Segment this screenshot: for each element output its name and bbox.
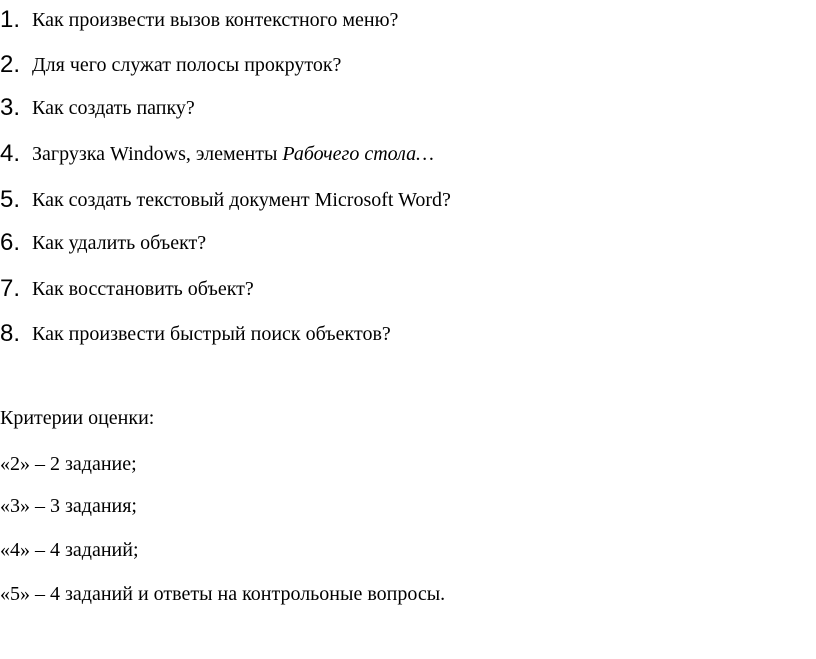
question-text: Загрузка Windows, элементы — [32, 143, 283, 165]
question-number: 5. — [0, 186, 21, 213]
question-number: 3. — [0, 94, 21, 121]
question-text: Для чего служат полосы прокруток? — [32, 54, 342, 76]
criteria-line: «5» – 4 заданий и ответы на контрольоные вопросы. — [0, 583, 446, 605]
question-text: Как произвести вызов контекстного меню? — [32, 9, 399, 31]
question-text: Как удалить объект? — [32, 232, 207, 254]
question-number: 7. — [0, 275, 21, 302]
question-text: Как создать папку? — [32, 97, 195, 119]
question-text-italic: Рабочего стола… — [282, 143, 434, 165]
question-number: 6. — [0, 229, 21, 256]
question-number: 8. — [0, 320, 21, 347]
question-number: 1. — [0, 6, 21, 33]
question-text: Как создать текстовый документ Microsoft Word? — [32, 189, 451, 211]
criteria-line: «4» – 4 заданий; — [0, 539, 139, 561]
criteria-title: Критерии оценки: — [0, 407, 155, 429]
question-number: 2. — [0, 51, 21, 78]
question-text: Как произвести быстрый поиск объектов? — [32, 323, 391, 345]
question-number: 4. — [0, 140, 21, 167]
question-text: Как восстановить объект? — [32, 278, 254, 300]
criteria-line: «3» – 3 задания; — [0, 495, 137, 517]
question-text-4 — [32, 134, 434, 174]
criteria-line: «2» – 2 задание; — [0, 453, 137, 475]
